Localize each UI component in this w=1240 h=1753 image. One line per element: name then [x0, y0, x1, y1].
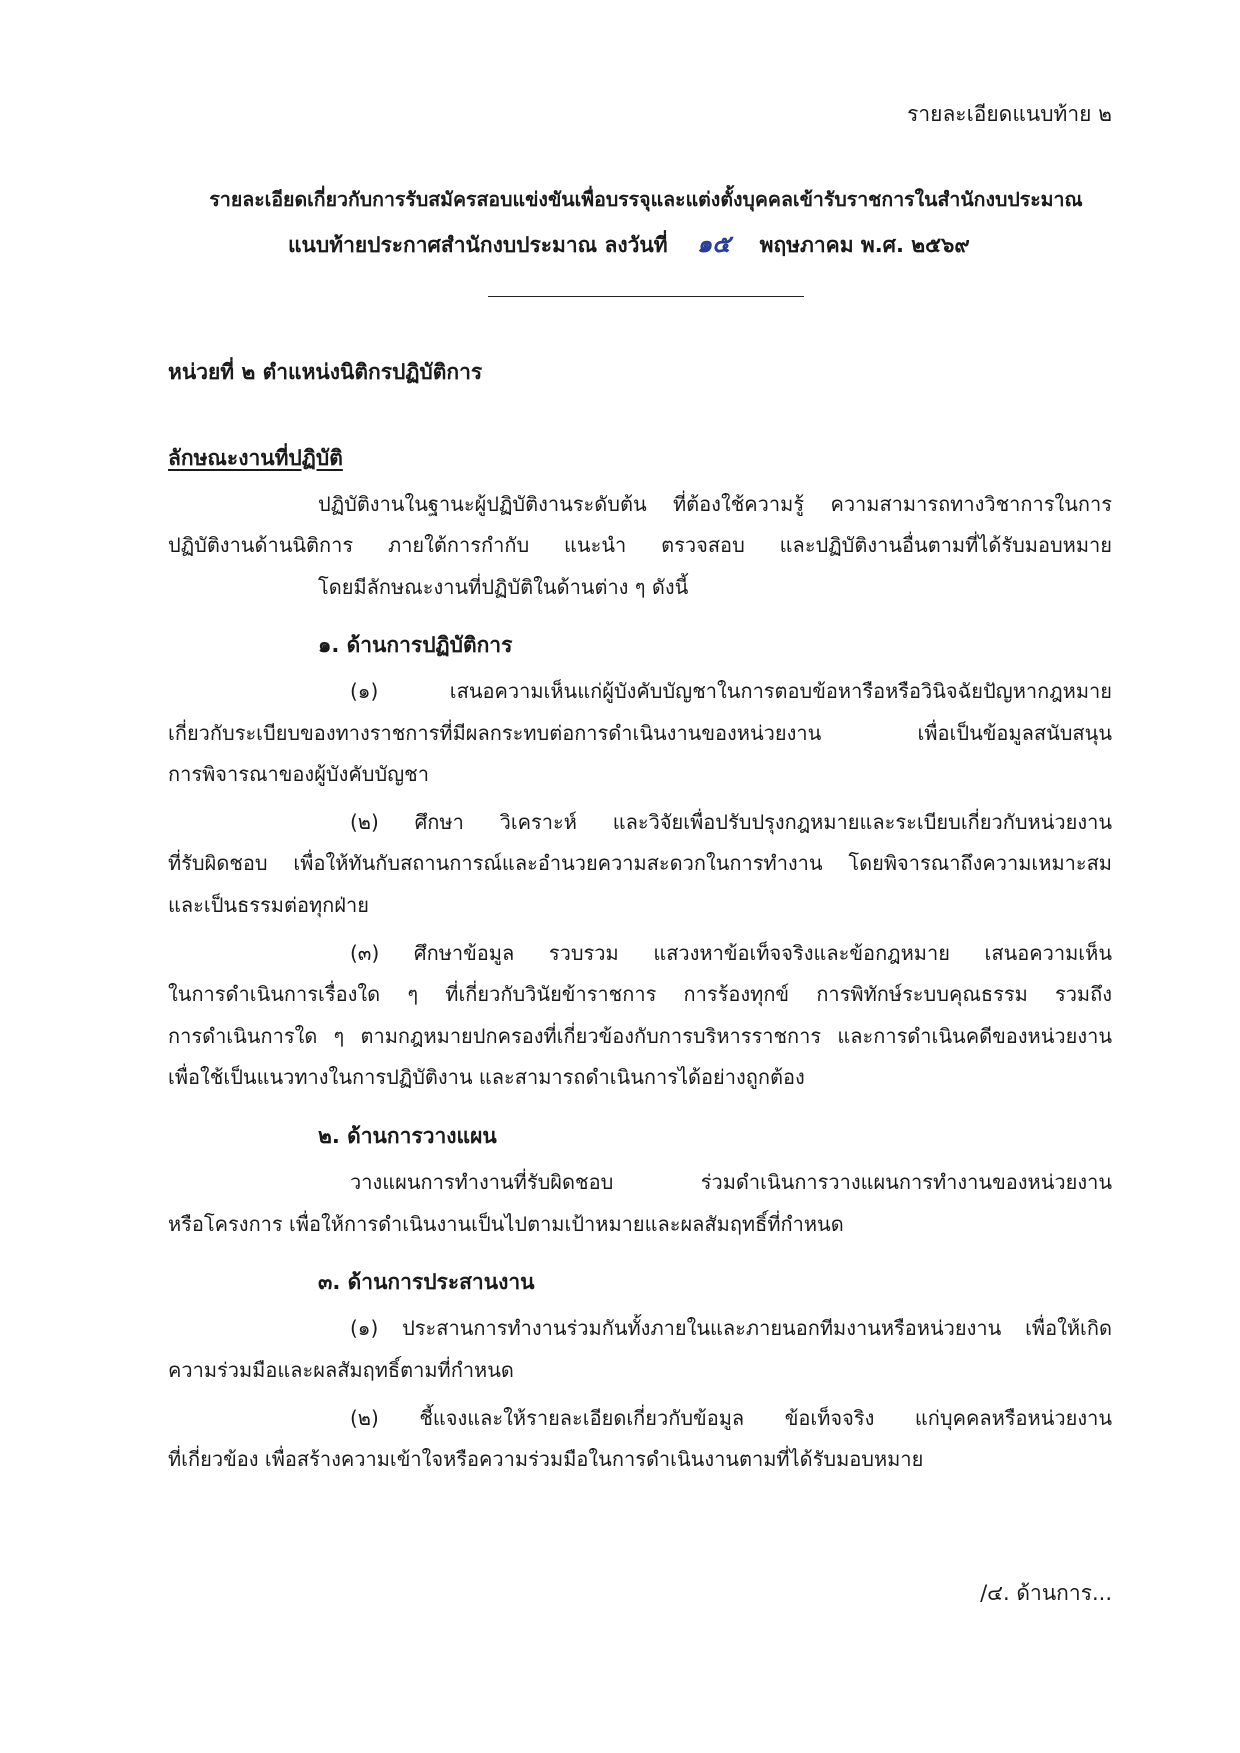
- section-heading: ลักษณะงานที่ปฏิบัติ: [168, 446, 343, 470]
- title-suffix: พฤษภาคม พ.ศ. ๒๕๖๙: [759, 233, 970, 257]
- s1-item3-line3: การดำเนินการใด ๆ ตามกฎหมายปกครองที่เกี่ยวข้องกับการบริหารราชการ และการดำเนินคดีของหน่วยงาน: [168, 1024, 1112, 1048]
- s1-item1-line3: การพิจารณาของผู้บังคับบัญชา: [168, 762, 429, 786]
- s2-heading: ๒. ด้านการวางแผน: [318, 1124, 497, 1148]
- s1-item3-line2: ในการดำเนินการเรื่องใด ๆ ที่เกี่ยวกับวินัยข้าราชการ การร้องทุกข์ การพิทักษ์ระบบคุณธรรม รวมถึง: [168, 982, 1112, 1006]
- s1-item2-line2: ที่รับผิดชอบ เพื่อให้ทันกับสถานการณ์และอำนวยความสะดวกในการทำงาน โดยพิจารณาถึงความเหมาะสม: [168, 851, 1112, 875]
- s3-item1-line1: (๑) ประสานการทำงานร่วมกันทั้งภายในและภายนอกทีมงานหรือหน่วยงาน เพื่อให้เกิด: [350, 1316, 1112, 1340]
- s1-item2-line3: และเป็นธรรมต่อทุกฝ่าย: [168, 893, 369, 917]
- s1-item1-line2: เกี่ยวกับระเบียบของทางราชการที่มีผลกระทบต่อการดำเนินงานของหน่วยงาน เพื่อเป็นข้อมูลสนับสนุน: [168, 721, 1112, 745]
- intro-line-1: ปฏิบัติงานในฐานะผู้ปฏิบัติงานระดับต้น ที่ต้องใช้ความรู้ ความสามารถทางวิชาการในการ: [318, 492, 1112, 516]
- continuation-marker: /๔. ด้านการ...: [980, 1581, 1112, 1605]
- title-day-handwritten: ๑๕: [696, 229, 731, 258]
- s1-heading: ๑. ด้านการปฏิบัติการ: [318, 633, 513, 657]
- s2-line1: วางแผนการทำงานที่รับผิดชอบ ร่วมดำเนินการวางแผนการทำงานของหน่วยงาน: [350, 1170, 1112, 1194]
- title-divider: [488, 296, 804, 297]
- intro-line-3: โดยมีลักษณะงานที่ปฏิบัติในด้านต่าง ๆ ดังนี้: [318, 575, 689, 599]
- s3-item1-line2: ความร่วมมือและผลสัมฤทธิ์ตามที่กำหนด: [168, 1358, 514, 1382]
- unit-heading: หน่วยที่ ๒ ตำแหน่งนิติกรปฏิบัติการ: [168, 360, 483, 384]
- s3-item2-line1: (๒) ชี้แจงและให้รายละเอียดเกี่ยวกับข้อมูล ข้อเท็จจริง แก่บุคคลหรือหน่วยงาน: [350, 1406, 1112, 1430]
- s3-item2-line2: ที่เกี่ยวข้อง เพื่อสร้างความเข้าใจหรือความร่วมมือในการดำเนินงานตามที่ได้รับมอบหมาย: [168, 1447, 924, 1471]
- intro-line-2: ปฏิบัติงานด้านนิติการ ภายใต้การกำกับ แนะนำ ตรวจสอบ และปฏิบัติงานอื่นตามที่ได้รับมอบหมาย: [168, 533, 1112, 557]
- title-prefix: แนบท้ายประกาศสำนักงบประมาณ ลงวันที่: [288, 233, 668, 257]
- document-title-line2: [288, 224, 970, 263]
- attachment-label: รายละเอียดแนบท้าย ๒: [907, 102, 1112, 126]
- s3-heading: ๓. ด้านการประสานงาน: [318, 1270, 535, 1294]
- s1-item3-line1: (๓) ศึกษาข้อมูล รวบรวม แสวงหาข้อเท็จจริงและข้อกฎหมาย เสนอความเห็น: [350, 941, 1112, 965]
- s1-item2-line1: (๒) ศึกษา วิเคราะห์ และวิจัยเพื่อปรับปรุงกฎหมายและระเบียบเกี่ยวกับหน่วยงาน: [350, 810, 1112, 834]
- s2-line2: หรือโครงการ เพื่อให้การดำเนินงานเป็นไปตามเป้าหมายและผลสัมฤทธิ์ที่กำหนด: [168, 1212, 844, 1236]
- s1-item3-line4: เพื่อใช้เป็นแนวทางในการปฏิบัติงาน และสามารถดำเนินการได้อย่างถูกต้อง: [168, 1065, 805, 1089]
- s1-item1-line1: (๑) เสนอความเห็นแก่ผู้บังคับบัญชาในการตอบข้อหารือหรือวินิจฉัยปัญหากฎหมาย: [350, 679, 1112, 703]
- document-title-line1: รายละเอียดเกี่ยวกับการรับสมัครสอบแข่งขันเพื่อบรรจุและแต่งตั้งบุคคลเข้ารับราชการในสำนักงบประมาณ: [209, 188, 1083, 211]
